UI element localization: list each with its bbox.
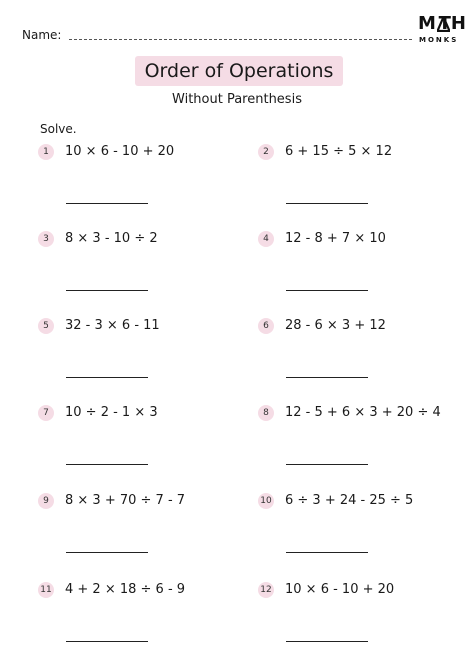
name-row [22,26,412,42]
problem-item [258,493,458,563]
math-monks-logo [418,12,466,48]
answer-line[interactable] [286,464,368,465]
logo-letters-th: TH [438,13,466,34]
problem-item [258,231,458,301]
problem-expression: 6 + 15 ÷ 5 × 12 [285,144,393,159]
problem-expression: 10 ÷ 2 - 1 × 3 [65,405,158,420]
problem-item [258,318,458,388]
problem-item [38,493,238,563]
answer-line[interactable] [66,290,148,291]
problem-number-badge: 11 [38,582,54,598]
logo-letter-m: M [418,13,436,34]
problem-number-badge: 5 [38,318,54,334]
problem-item [38,582,238,652]
problem-number-badge: 2 [258,144,274,160]
problem-number-badge: 9 [38,493,54,509]
page-title: Order of Operations [144,60,334,82]
name-label: Name: [22,28,62,42]
problem-number-badge: 3 [38,231,54,247]
problem-item [258,582,458,652]
problem-item [258,144,458,214]
logo-monks: MONKS [419,36,459,44]
title-banner [135,56,343,86]
instruction-text: Solve. [40,122,77,136]
answer-line[interactable] [286,203,368,204]
problem-number-badge: 7 [38,405,54,421]
problem-expression: 4 + 2 × 18 ÷ 6 - 9 [65,582,186,597]
answer-line[interactable] [66,641,148,642]
answer-line[interactable] [286,290,368,291]
problem-number-badge: 12 [258,582,274,598]
problem-number-badge: 10 [258,493,274,509]
problem-item [38,231,238,301]
problem-item [258,405,458,475]
logo-triangle-icon [437,14,438,34]
problem-expression: 8 × 3 - 10 ÷ 2 [65,231,158,246]
problem-expression: 8 × 3 + 70 ÷ 7 - 7 [65,493,186,508]
answer-line[interactable] [286,377,368,378]
problem-number-badge: 6 [258,318,274,334]
name-input-line[interactable] [69,39,412,40]
logo-wordmark [418,12,466,34]
page-subtitle: Without Parenthesis [172,92,302,107]
answer-line[interactable] [66,377,148,378]
answer-line[interactable] [286,552,368,553]
problem-item [38,405,238,475]
problem-number-badge: 1 [38,144,54,160]
problem-number-badge: 8 [258,405,274,421]
problem-expression: 28 - 6 × 3 + 12 [285,318,386,333]
problem-expression: 10 × 6 - 10 + 20 [285,582,395,597]
problem-expression: 32 - 3 × 6 - 11 [65,318,160,333]
problem-item [38,144,238,214]
problem-expression: 10 × 6 - 10 + 20 [65,144,175,159]
problem-expression: 12 - 8 + 7 × 10 [285,231,386,246]
answer-line[interactable] [66,552,148,553]
answer-line[interactable] [66,464,148,465]
problem-item [38,318,238,388]
answer-line[interactable] [286,641,368,642]
problem-expression: 12 - 5 + 6 × 3 + 20 ÷ 4 [285,405,441,420]
answer-line[interactable] [66,203,148,204]
problem-expression: 6 ÷ 3 + 24 - 25 ÷ 5 [285,493,414,508]
problem-number-badge: 4 [258,231,274,247]
